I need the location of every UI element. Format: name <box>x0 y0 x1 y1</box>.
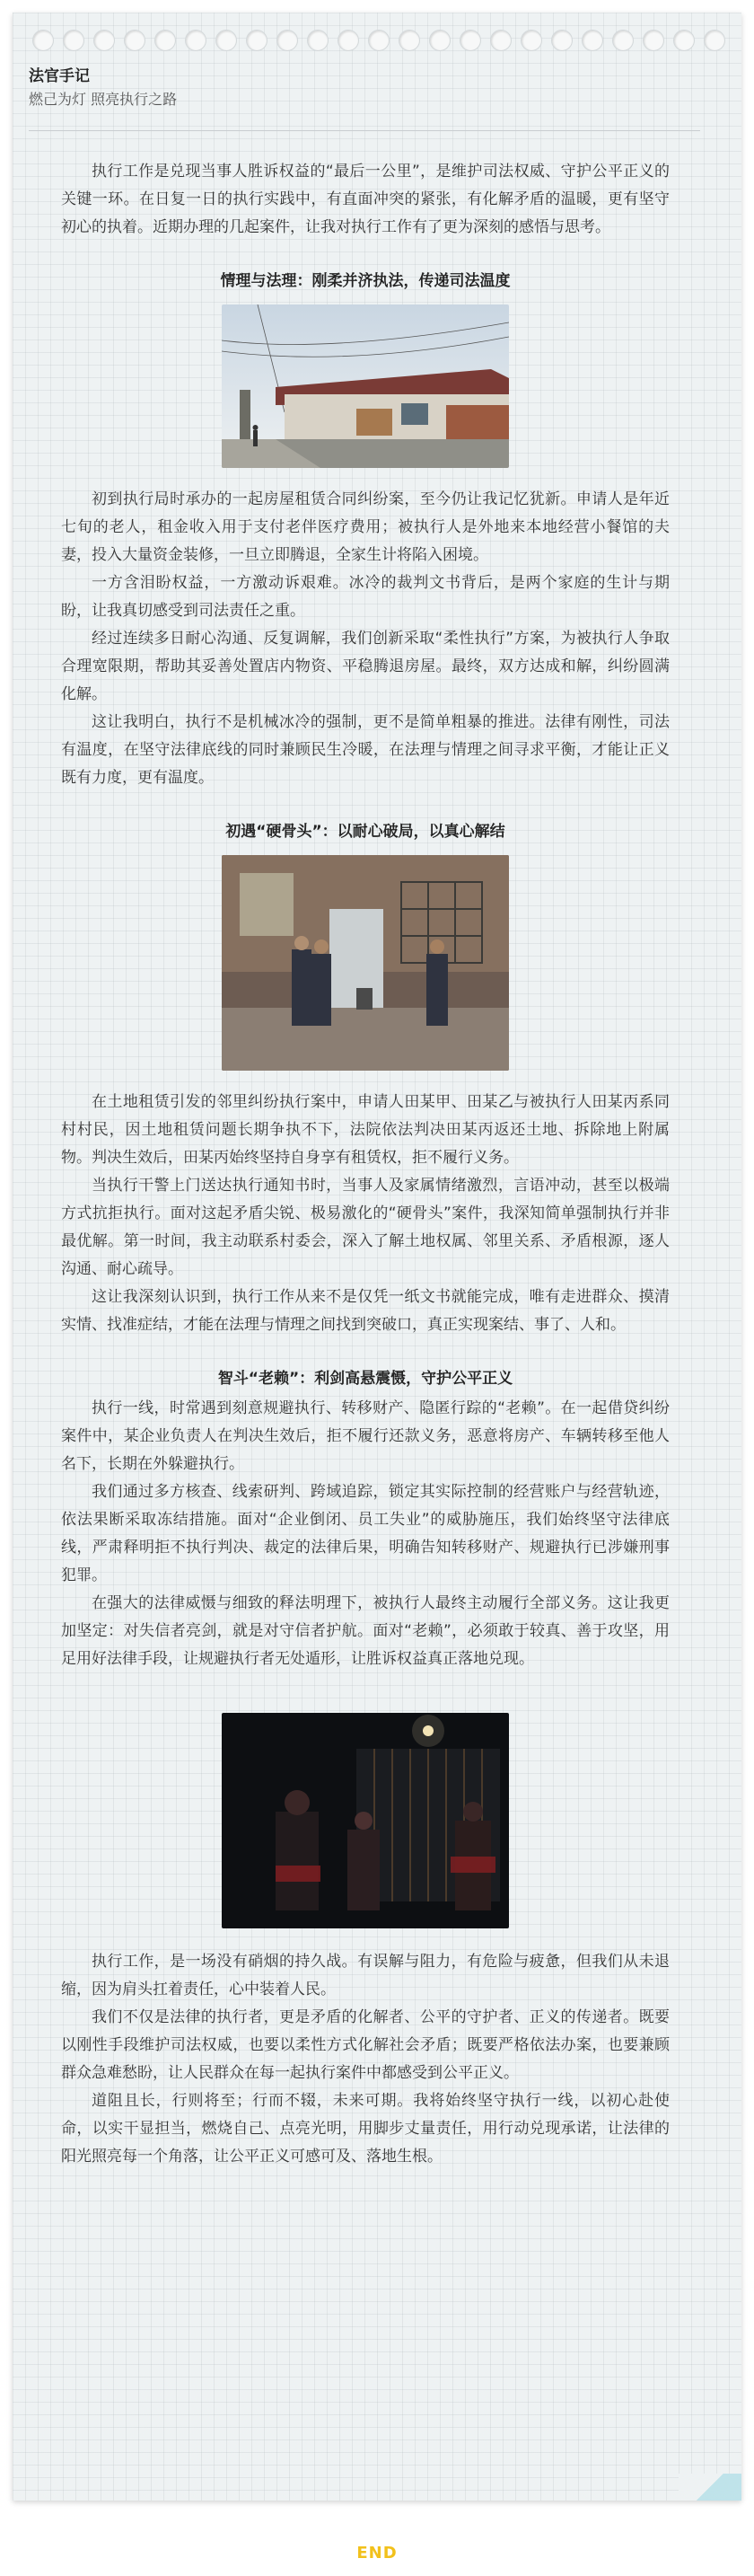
section-title-3: 智斗“老赖”：利剑高悬震慑，守护公平正义 <box>217 1370 513 1388</box>
section-3-paragraph: 我们通过多方核查、线索研判、跨域追踪，锁定其实际控制的经营账户与经营轨迹，依法果断采取冻结措施。面对“企业倒闭、员工失业”的威胁施压，我们始终坚守法律底线，严肃释明拒不执行判决、裁定的法律后果，明确告知转移财产、规避执行已涉嫌刑事犯罪。 <box>61 1483 670 1584</box>
night-gate-photo <box>222 1713 509 1928</box>
end-mark: END <box>356 2544 398 2563</box>
binding-hole <box>338 30 359 51</box>
section-title-2: 初遇“硬骨头”：以耐心破局，以真心解结 <box>225 823 505 841</box>
section-1-paragraph: 初到执行局时承办的一起房屋租赁合同纠纷案，至今仍让我记忆犹新。申请人是年近七旬的老人，租金收入用于支付老伴医疗费用；被执行人是外地来本地经营小餐馆的夫妻，投入大量资金装修，一旦立即腾退，全家生计将陷入困境。 <box>61 490 670 564</box>
column-subtitle: 燃己为灯 照亮执行之路 <box>29 91 178 108</box>
closing-paragraph: 道阻且长，行则将至；行而不辍，未来可期。我将始终坚守执行一线，以初心赴使命，以实干显担当，燃烧自己、点亮光明，用脚步丈量责任，用行动兑现承诺，让法律的阳光照亮每一个角落，让公平正义可感可及、落地生根。 <box>61 2092 670 2166</box>
binding-hole <box>612 30 634 51</box>
closing-paragraph: 执行工作，是一场没有硝烟的持久战。有误解与阻力，有危险与疲惫，但我们从未退缩，因为肩头扛着责任，心中装着人民。 <box>61 1953 670 1998</box>
binding-hole <box>521 30 542 51</box>
section-1-paragraph: 经过连续多日耐心沟通、反复调解，我们创新采取“柔性执行”方案，为被执行人争取合理宽限期，帮助其妥善处置店内物资、平稳腾退房屋。最终，双方达成和解，纠纷圆满化解。 <box>61 630 670 703</box>
binding-hole <box>429 30 451 51</box>
column-title: 法官手记 <box>29 67 90 85</box>
binding-hole <box>93 30 115 51</box>
binding-hole <box>399 30 420 51</box>
binding-hole <box>368 30 390 51</box>
binding-hole <box>215 30 237 51</box>
binding-hole <box>643 30 664 51</box>
binding-hole <box>276 30 298 51</box>
closing-paragraph: 我们不仅是法律的执行者，更是矛盾的化解者、公平的守护者、正义的传递者。既要以刚性手段维护司法权威，也要以柔性方式化解社会矛盾；既要严格依法办案，也要兼顾群众急难愁盼，让人民群众在每一起执行案件中都感受到公平正义。 <box>61 2008 670 2082</box>
binding-hole <box>307 30 329 51</box>
binding-hole <box>246 30 267 51</box>
section-3-paragraph: 在强大的法律威慑与细致的释法明理下，被执行人最终主动履行全部义务。这让我更加坚定：对失信者亮剑，就是对守信者护航。面对“老赖”，必须敢于较真、善于攻坚，用足用好法律手段，让规避执行者无处遁形，让胜诉权益真正落地兑现。 <box>61 1594 670 1668</box>
binding-hole <box>460 30 481 51</box>
section-3-paragraph: 执行一线，时常遇到刻意规避执行、转移财产、隐匿行踪的“老赖”。在一起借贷纠纷案件中，某企业负责人在判决生效后，拒不履行还款义务，恶意将房产、车辆转移至他人名下，长期在外躲避执行。 <box>61 1399 670 1473</box>
section-1-paragraph: 这让我明白，执行不是机械冰冷的强制，更不是简单粗暴的推进。法律有刚性，司法有温度，在坚守法律底线的同时兼顾民生冷暖，在法理与情理之间寻求平衡，才能让正义既有力度，更有温度。 <box>61 713 670 787</box>
header-divider <box>29 130 700 131</box>
article-body <box>61 158 670 2171</box>
binding-hole <box>490 30 512 51</box>
binding-hole <box>32 30 54 51</box>
page-curl <box>679 2474 741 2501</box>
binding-hole <box>704 30 725 51</box>
section-2-paragraph: 当执行干警上门送达执行通知书时，当事人及家属情绪激烈，言语冲动，甚至以极端方式抗拒执行。面对这起矛盾尖锐、极易激化的“硬骨头”案件，我深知简单强制执行并非最优解。第一时间，我主动联系村委会，深入了解土地权属、邻里关系、矛盾根源，逐人沟通、耐心疏导。 <box>61 1177 670 1278</box>
section-title-1: 情理与法理：刚柔并济执法，传递司法温度 <box>220 272 511 290</box>
binding-hole <box>673 30 695 51</box>
binding-hole <box>154 30 176 51</box>
binding-hole <box>124 30 145 51</box>
binding-holes <box>16 18 741 63</box>
section-2-paragraph: 这让我深刻认识到，执行工作从来不是仅凭一纸文书就能完成，唯有走进群众、摸清实情、找准症结，才能在法理与情理之间找到突破口，真正实现案结、事了、人和。 <box>61 1288 670 1334</box>
binding-hole <box>551 30 573 51</box>
village-house-photo <box>222 304 509 468</box>
section-2-paragraph: 在土地租赁引发的邻里纠纷执行案中，申请人田某甲、田某乙与被执行人田某丙系同村村民，因土地租赁问题长期争执不下，法院依法判决田某丙返还土地、拆除地上附属物。判决生效后，田某丙始终坚持自身享有租赁权，拒不履行义务。 <box>61 1093 670 1167</box>
execution-visit-photo <box>222 855 509 1071</box>
binding-hole <box>185 30 206 51</box>
binding-hole <box>582 30 603 51</box>
section-1-paragraph: 一方含泪盼权益，一方激动诉艰难。冰冷的裁判文书背后，是两个家庭的生计与期盼，让我真切感受到司法责任之重。 <box>61 574 670 620</box>
intro-paragraph: 执行工作是兑现当事人胜诉权益的“最后一公里”，是维护司法权威、守护公平正义的关键一环。在日复一日的执行实践中，有直面冲突的紧张，有化解矛盾的温暖，更有坚守初心的执着。近期办理的几起案件，让我对执行工作有了更为深刻的感悟与思考。 <box>61 163 670 236</box>
binding-hole <box>63 30 84 51</box>
